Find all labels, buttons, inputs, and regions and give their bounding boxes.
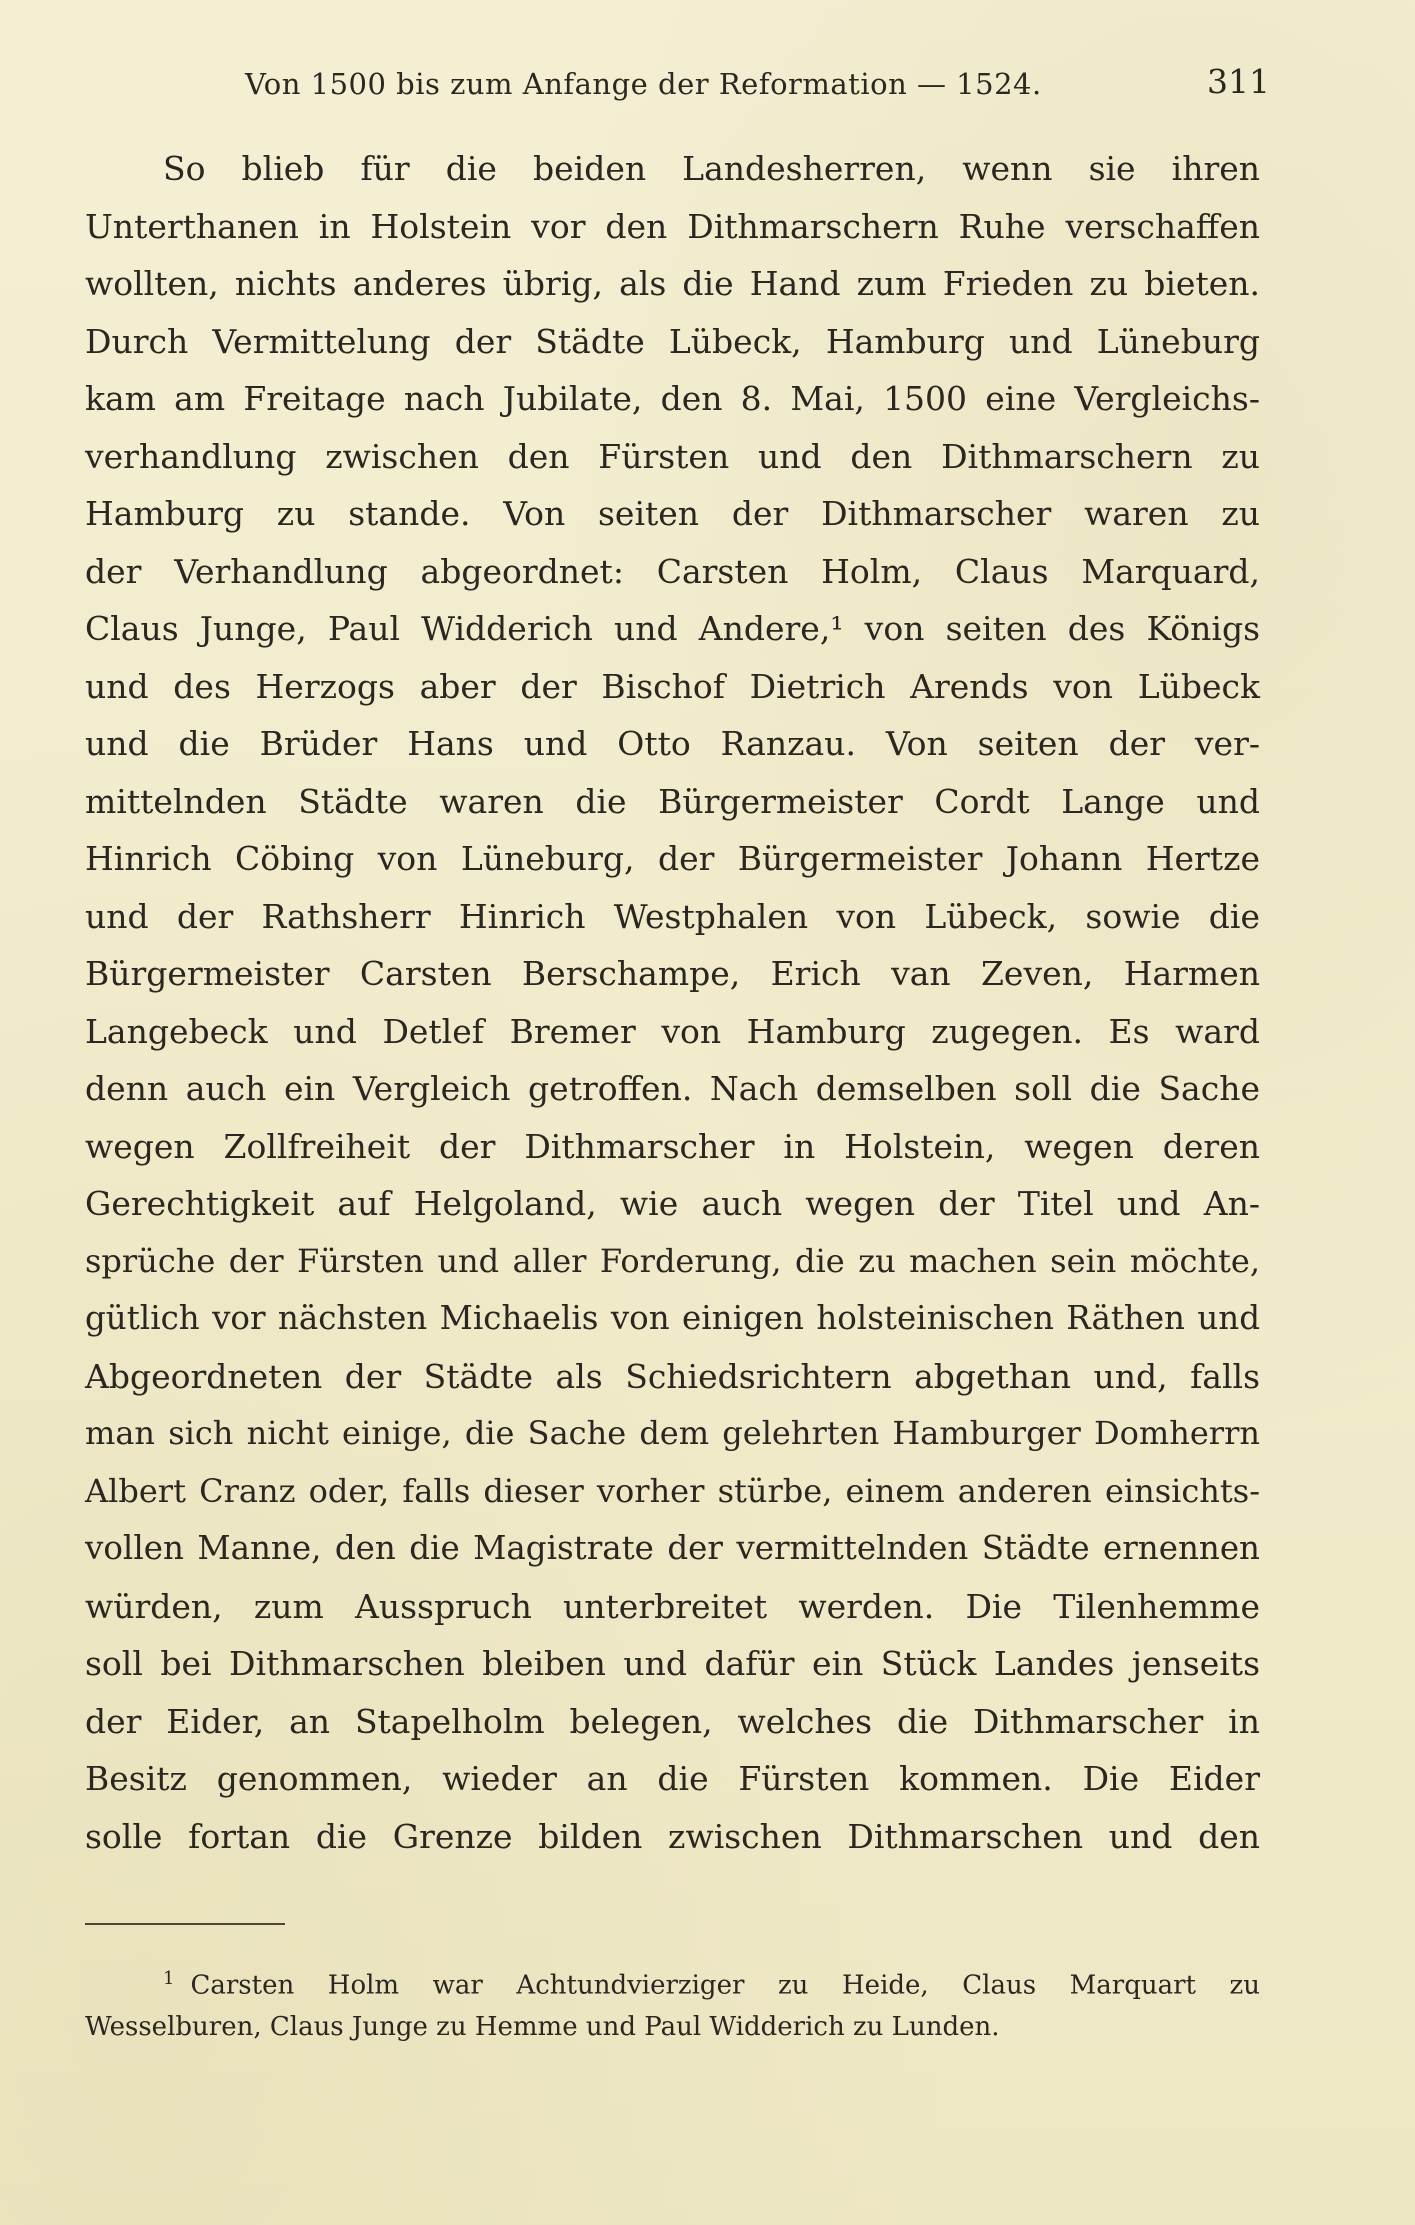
text-line: und der Rathsherr Hinrich Westphalen von Lübeck, sowie die	[85, 896, 1260, 936]
text-line: Claus Junge, Paul Widderich und Andere,¹ von seiten des Königs	[85, 609, 1260, 648]
text-line: mittelnden Städte waren die Bürgermeister Cordt Lange und	[85, 781, 1260, 821]
text-line: Bürgermeister Carsten Berschampe, Erich van Zeven, Harmen	[85, 954, 1260, 993]
page-number: 311	[1207, 62, 1270, 101]
text-line: soll bei Dithmarschen bleiben und dafür ein Stück Landes jenseits	[85, 1644, 1260, 1683]
footnote-text: Carsten Holm war Achtundvierziger zu Heide, Claus Marquart zu	[190, 1970, 1260, 2001]
text-line: wegen Zollfreiheit der Dithmarscher in Holstein, wegen deren	[85, 1126, 1260, 1166]
footnote-line: Wesselburen, Claus Junge zu Hemme und Paul Widderich zu Lunden.	[85, 2012, 1000, 2042]
text-line: Gerechtigkeit auf Helgoland, wie auch wegen der Titel und An-	[85, 1184, 1260, 1223]
text-line: wollten, nichts anderes übrig, als die Hand zum Frieden zu bieten.	[85, 264, 1260, 303]
text-line: Unterthanen in Holstein vor den Dithmarschern Ruhe verschaffen	[85, 206, 1260, 246]
text-line: der Verhandlung abgeordnet: Carsten Holm, Claus Marquard,	[85, 551, 1260, 591]
text-line: und des Herzogs aber der Bischof Dietrich Arends von Lübeck	[85, 666, 1260, 706]
footnote-line	[85, 1955, 1260, 2003]
text-line: So blieb für die beiden Landesherren, wenn sie ihren	[163, 149, 1260, 188]
text-line: Albert Cranz oder, falls dieser vorher stürbe, einem anderen einsichts-	[85, 1471, 1260, 1510]
text-line: der Eider, an Stapelholm belegen, welches die Dithmarscher in	[85, 1701, 1260, 1741]
footnote-marker: 1	[163, 1968, 175, 1989]
text-line: sprüche der Fürsten und aller Forderung, die zu machen sein möchte,	[85, 1241, 1260, 1280]
text-line: Durch Vermittelung der Städte Lübeck, Hamburg und Lüneburg	[85, 321, 1260, 361]
text-line: man sich nicht einige, die Sache dem gelehrten Hamburger Domherrn	[85, 1414, 1260, 1452]
text-line: verhandlung zwischen den Fürsten und den Dithmarschern zu	[85, 436, 1260, 476]
running-title: Von 1500 bis zum Anfange der Reformation — 1524.	[245, 67, 1042, 101]
text-line: Abgeordneten der Städte als Schiedsrichtern abgethan und, falls	[85, 1356, 1260, 1396]
text-line: Langebeck und Detlef Bremer von Hamburg zugegen. Es ward	[85, 1011, 1260, 1051]
text-line: Besitz genommen, wieder an die Fürsten kommen. Die Eider	[85, 1759, 1260, 1798]
running-head	[245, 58, 1270, 110]
text-line: Hinrich Cöbing von Lüneburg, der Bürgermeister Johann Hertze	[85, 839, 1260, 878]
text-line: Hamburg zu stande. Von seiten der Dithmarscher waren zu	[85, 494, 1260, 533]
body-text	[85, 140, 1260, 1865]
text-line: kam am Freitage nach Jubilate, den 8. Mai, 1500 eine Vergleichs-	[85, 379, 1260, 418]
text-line: würden, zum Ausspruch unterbreitet werden. Die Tilenhemme	[85, 1586, 1260, 1626]
text-line: solle fortan die Grenze bilden zwischen Dithmarschen und den	[85, 1816, 1260, 1856]
footnote	[85, 1955, 1260, 2051]
text-line: vollen Manne, den die Magistrate der vermittelnden Städte ernennen	[85, 1529, 1260, 1567]
text-line: gütlich vor nächsten Michaelis von einigen holsteinischen Räthen und	[85, 1299, 1260, 1337]
footnote-rule	[85, 1923, 285, 1925]
text-line: denn auch ein Vergleich getroffen. Nach demselben soll die Sache	[85, 1069, 1260, 1108]
text-line: und die Brüder Hans und Otto Ranzau. Von seiten der ver-	[85, 724, 1260, 763]
